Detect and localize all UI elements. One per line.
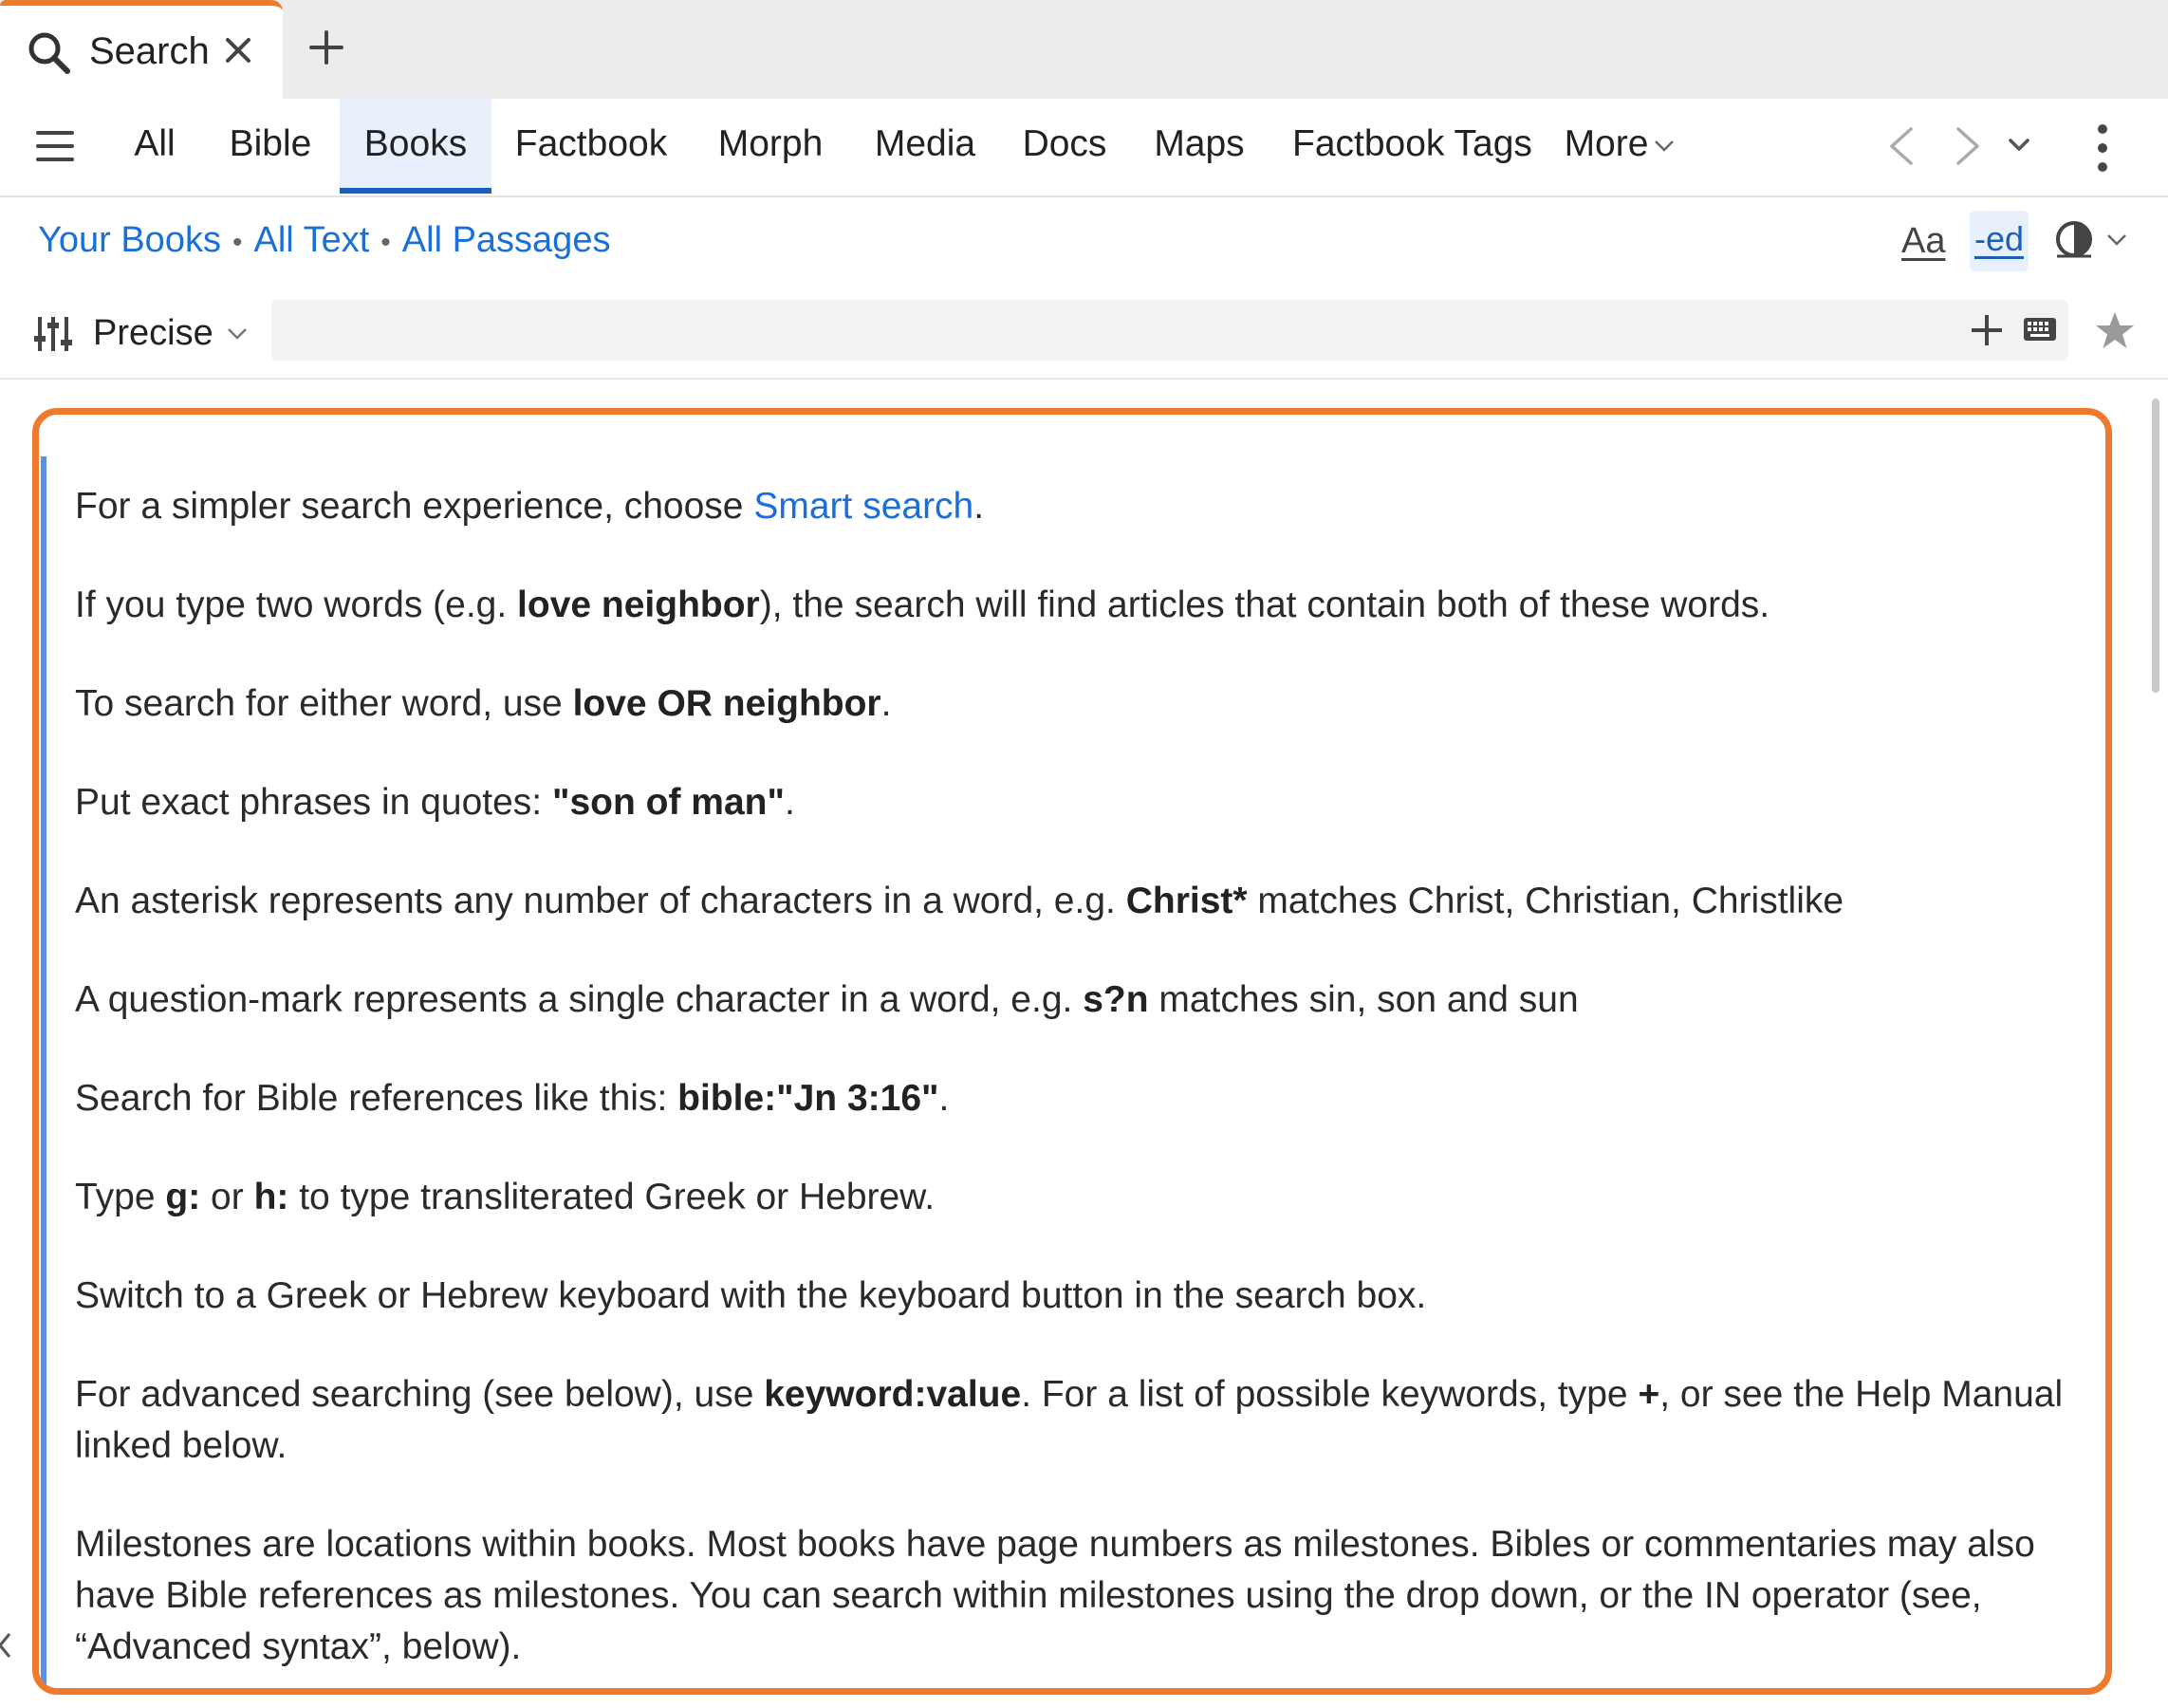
help-two-words: If you type two words (e.g. love neighbor), the search will find articles that contain both of these words. (75, 585, 1770, 625)
keyboard-icon[interactable] (2023, 317, 2057, 342)
nav-tab-more[interactable] (1560, 99, 1679, 194)
back-arrow-icon[interactable] (1884, 125, 1918, 167)
search-icon (25, 28, 72, 76)
new-tab-plus-icon[interactable] (307, 28, 345, 66)
nav-tab-morph[interactable]: Morph (717, 123, 824, 164)
help-or-operator: To search for either word, use love OR neighbor. (75, 683, 892, 724)
chevron-down-icon (2106, 233, 2127, 247)
help-asterisk: An asterisk represents any number of characters in a word, e.g. Christ* matches Christ, Christian, Christlike (75, 881, 1844, 921)
favorite-star-icon[interactable] (2093, 309, 2137, 353)
search-scope (38, 220, 610, 261)
tab-strip (0, 0, 2168, 99)
smart-search-link[interactable]: Smart search (753, 486, 974, 527)
add-keyword-plus-icon[interactable] (1970, 313, 2004, 347)
search-options-sliders-icon[interactable] (34, 315, 76, 353)
forward-arrow-icon[interactable] (1951, 125, 1985, 167)
nav-tab-media[interactable]: Media (874, 123, 976, 164)
search-input[interactable] (271, 300, 2068, 361)
close-icon[interactable] (222, 34, 254, 66)
help-phrases: Put exact phrases in quotes: "son of man". (75, 782, 795, 823)
help-transliteration: Type g: or h: to type transliterated Greek or Hebrew. (75, 1177, 936, 1217)
help-smart-search: For a simpler search experience, choose Smart search. (75, 486, 985, 527)
help-keywords: For advanced searching (see below), use keyword:value. For a list of possible keywords, type +, or see the Help Manual linked below. (75, 1374, 2064, 1466)
nav-tab-books[interactable]: Books (340, 99, 491, 194)
chevron-down-icon (1654, 139, 1675, 153)
collapse-panel-chevron-icon[interactable] (0, 1628, 17, 1662)
more-label: More (1564, 123, 1649, 164)
search-mode-label[interactable]: Precise (93, 313, 213, 353)
scope-separator: • (380, 227, 391, 258)
more-options-icon[interactable] (2095, 123, 2110, 173)
panel-accent-bar (41, 456, 46, 1688)
help-keyboard: Switch to a Greek or Hebrew keyboard with the keyboard button in the search box. (75, 1275, 1427, 1316)
help-question-mark: A question-mark represents a single character in a word, e.g. s?n matches sin, son and sun (75, 979, 1579, 1020)
nav-tab-factbook-tags[interactable]: Factbook Tags (1292, 123, 1532, 164)
theme-button[interactable] (2053, 211, 2129, 271)
scope-all-passages[interactable]: All Passages (401, 220, 611, 260)
scope-separator: • (232, 227, 243, 258)
hamburger-menu-icon[interactable] (34, 127, 76, 165)
contrast-icon (2053, 218, 2095, 260)
search-help-panel (32, 408, 2112, 1695)
search-help-text (75, 481, 2077, 1695)
nav-tab-factbook[interactable]: Factbook (514, 123, 668, 164)
scope-your-books[interactable]: Your Books (38, 220, 221, 260)
word-forms-button[interactable]: -ed (1970, 211, 2029, 271)
nav-tab-docs[interactable]: Docs (1022, 123, 1107, 164)
scope-all-text[interactable]: All Text (253, 220, 370, 260)
nav-tab-bible[interactable]: Bible (229, 123, 312, 164)
category-nav (0, 99, 2168, 197)
history-dropdown-icon[interactable] (2008, 137, 2030, 154)
tab-label: Search (89, 30, 210, 72)
tab-search[interactable] (0, 0, 283, 99)
chevron-down-icon[interactable] (226, 326, 249, 342)
search-bar-row (0, 285, 2168, 380)
scrollbar[interactable] (2152, 399, 2159, 693)
nav-tab-maps[interactable]: Maps (1154, 123, 1245, 164)
nav-tab-all[interactable]: All (134, 123, 176, 164)
help-bible-references: Search for Bible references like this: bible:"Jn 3:16". (75, 1078, 950, 1119)
font-size-button[interactable]: Aa (1901, 221, 1946, 261)
help-milestones: Milestones are locations within books. Most books have page numbers as milestones. Bibles or commentaries may also have Bible references as milestones. You can search within milestones using the drop down, or the IN operator (see, “Advanced syntax”, below). (75, 1524, 2035, 1667)
